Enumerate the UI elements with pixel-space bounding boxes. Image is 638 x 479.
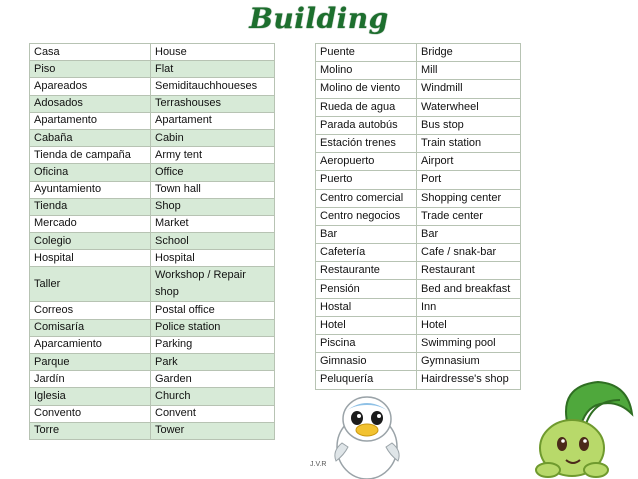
english-term: Office <box>151 164 275 181</box>
english-term: Hotel <box>417 316 521 334</box>
spanish-term: Oficina <box>30 164 151 181</box>
penguin-mascot-image <box>328 385 406 479</box>
spanish-term: Centro negocios <box>316 207 417 225</box>
english-term: Bed and breakfast <box>417 280 521 298</box>
english-term: Apartament <box>151 112 275 129</box>
vocabulary-row <box>316 298 521 316</box>
spanish-term: Apareados <box>30 78 151 95</box>
spanish-term: Iglesia <box>30 388 151 405</box>
spanish-term: Hotel <box>316 316 417 334</box>
spanish-term: Puerto <box>316 171 417 189</box>
spanish-term: Comisaría <box>30 319 151 336</box>
vocabulary-row <box>30 250 275 267</box>
spanish-term: Jardín <box>30 371 151 388</box>
vocabulary-row <box>316 116 521 134</box>
leaf-creature-mascot-image <box>528 378 638 479</box>
english-term: Town hall <box>151 181 275 198</box>
spanish-term: Bar <box>316 225 417 243</box>
vocabulary-row <box>30 215 275 232</box>
vocabulary-row <box>30 233 275 250</box>
vocabulary-row <box>316 353 521 371</box>
english-term: Train station <box>417 134 521 152</box>
english-term: Shop <box>151 198 275 215</box>
english-term: Cabin <box>151 129 275 146</box>
english-term: Market <box>151 215 275 232</box>
vocabulary-row <box>30 147 275 164</box>
english-term: Inn <box>417 298 521 316</box>
english-term: Parking <box>151 336 275 353</box>
spanish-term: Parada autobús <box>316 116 417 134</box>
vocabulary-row <box>316 98 521 116</box>
vocabulary-row <box>30 422 275 439</box>
vocabulary-row <box>30 112 275 129</box>
spanish-term: Apartamento <box>30 112 151 129</box>
vocabulary-row <box>316 262 521 280</box>
vocabulary-row <box>316 316 521 334</box>
vocabulary-row <box>30 405 275 422</box>
spanish-term: Rueda de agua <box>316 98 417 116</box>
vocabulary-row <box>316 207 521 225</box>
spanish-term: Peluquería <box>316 371 417 389</box>
vocabulary-row <box>30 302 275 319</box>
spanish-term: Tienda de campaña <box>30 147 151 164</box>
spanish-term: Hospital <box>30 250 151 267</box>
english-term: House <box>151 44 275 61</box>
english-term: Terrashouses <box>151 95 275 112</box>
english-term: Gymnasium <box>417 353 521 371</box>
spanish-term: Molino de viento <box>316 80 417 98</box>
english-term: Hospital <box>151 250 275 267</box>
english-term: Bar <box>417 225 521 243</box>
english-term: School <box>151 233 275 250</box>
spanish-term: Cafetería <box>316 244 417 262</box>
author-credit: J.V.R <box>310 461 327 468</box>
english-term: Church <box>151 388 275 405</box>
vocabulary-row <box>30 319 275 336</box>
english-term: Police station <box>151 319 275 336</box>
spanish-term: Casa <box>30 44 151 61</box>
spanish-term: Cabaña <box>30 129 151 146</box>
spanish-term: Molino <box>316 62 417 80</box>
english-term: Semiditauchhoueses <box>151 78 275 95</box>
vocabulary-row <box>30 388 275 405</box>
vocabulary-row <box>316 80 521 98</box>
vocabulary-row <box>30 198 275 215</box>
vocabulary-table-right <box>315 43 521 390</box>
spanish-term: Tienda <box>30 198 151 215</box>
vocabulary-row <box>30 61 275 78</box>
spanish-term: Colegio <box>30 233 151 250</box>
vocabulary-row <box>316 153 521 171</box>
vocabulary-row <box>316 225 521 243</box>
vocabulary-row <box>30 354 275 371</box>
vocabulary-row <box>30 95 275 112</box>
vocabulary-row <box>30 267 275 302</box>
spanish-term: Restaurante <box>316 262 417 280</box>
spanish-term: Adosados <box>30 95 151 112</box>
vocabulary-row <box>30 129 275 146</box>
spanish-term: Taller <box>30 267 151 302</box>
spanish-term: Parque <box>30 354 151 371</box>
english-term: Tower <box>151 422 275 439</box>
english-term: Bus stop <box>417 116 521 134</box>
spanish-term: Pensión <box>316 280 417 298</box>
spanish-term: Aparcamiento <box>30 336 151 353</box>
english-term: Hairdresse's shop <box>417 371 521 389</box>
english-term: Waterwheel <box>417 98 521 116</box>
english-term: Port <box>417 171 521 189</box>
english-term: Mill <box>417 62 521 80</box>
spanish-term: Hostal <box>316 298 417 316</box>
vocabulary-row <box>316 62 521 80</box>
vocabulary-row <box>316 189 521 207</box>
english-term: Trade center <box>417 207 521 225</box>
vocabulary-row <box>30 78 275 95</box>
vocabulary-row <box>316 44 521 62</box>
spanish-term: Centro comercial <box>316 189 417 207</box>
spanish-term: Correos <box>30 302 151 319</box>
english-term: Army tent <box>151 147 275 164</box>
spanish-term: Aeropuerto <box>316 153 417 171</box>
english-term: Swimming pool <box>417 335 521 353</box>
vocabulary-row <box>30 371 275 388</box>
vocabulary-row <box>30 44 275 61</box>
english-term: Park <box>151 354 275 371</box>
english-term: Shopping center <box>417 189 521 207</box>
spanish-term: Mercado <box>30 215 151 232</box>
vocabulary-row <box>30 336 275 353</box>
spanish-term: Estación trenes <box>316 134 417 152</box>
english-term: Postal office <box>151 302 275 319</box>
vocabulary-row <box>316 171 521 189</box>
english-term: Flat <box>151 61 275 78</box>
english-term: Airport <box>417 153 521 171</box>
spanish-term: Convento <box>30 405 151 422</box>
english-term: Garden <box>151 371 275 388</box>
vocabulary-row <box>316 280 521 298</box>
english-term: Convent <box>151 405 275 422</box>
spanish-term: Piso <box>30 61 151 78</box>
spanish-term: Ayuntamiento <box>30 181 151 198</box>
vocabulary-row <box>316 244 521 262</box>
english-term: Cafe / snak-bar <box>417 244 521 262</box>
english-term: Restaurant <box>417 262 521 280</box>
vocabulary-row <box>30 181 275 198</box>
spanish-term: Puente <box>316 44 417 62</box>
spanish-term: Torre <box>30 422 151 439</box>
vocabulary-row <box>316 134 521 152</box>
vocabulary-table-left <box>29 43 275 440</box>
spanish-term: Gimnasio <box>316 353 417 371</box>
english-term: Bridge <box>417 44 521 62</box>
english-term: Workshop / Repair shop <box>151 267 275 302</box>
vocabulary-row <box>316 335 521 353</box>
page-title: Building <box>249 2 389 35</box>
vocabulary-row <box>30 164 275 181</box>
english-term: Windmill <box>417 80 521 98</box>
spanish-term: Piscina <box>316 335 417 353</box>
